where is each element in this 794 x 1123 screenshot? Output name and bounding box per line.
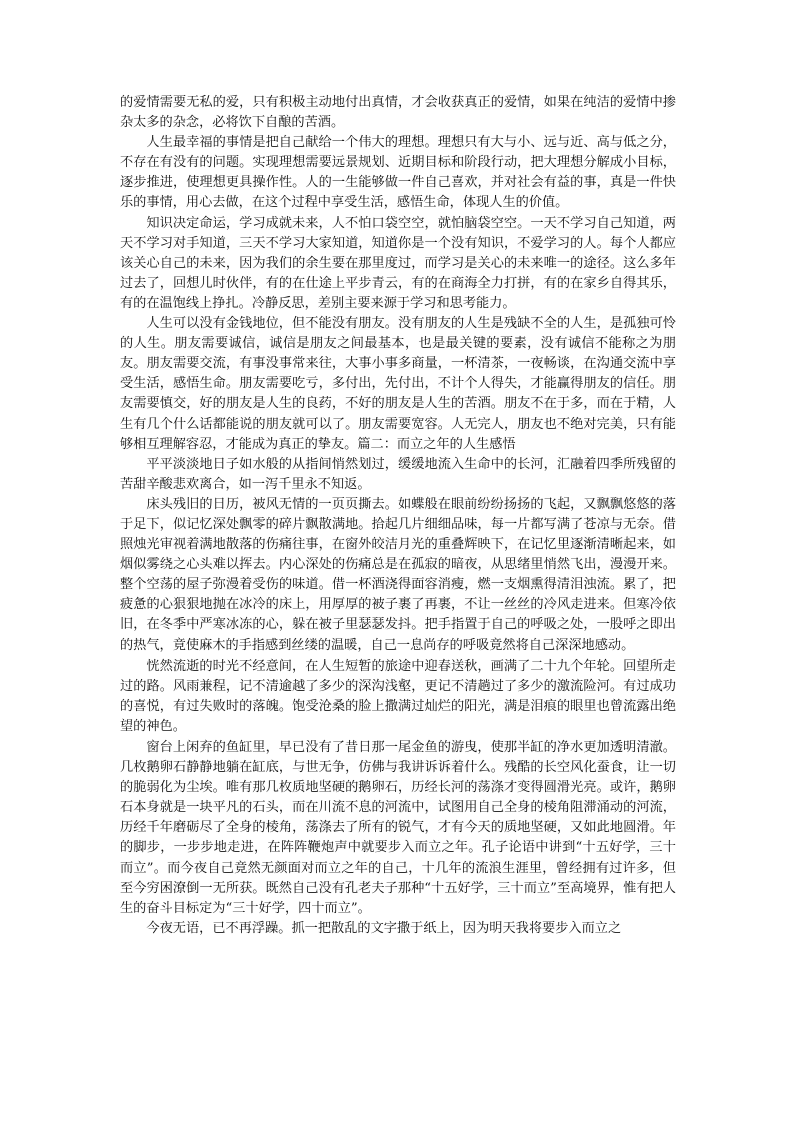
paragraph-calendar: 床头残旧的日历，被风无情的一页页撕去。如蝶般在眼前纷纷扬扬的飞起，又飘飘悠悠的落于足下，似记忆深处飘零的碎片飘散满地。拾起几片细细品味，每一片都写满了苍凉与无奈。借照烛光审视着满地散落的伤痛往事，在窗外皎洁月光的重叠辉映下，在记忆里逐渐清晰起来，如烟似雾绕之心头难以挥去。内心深处的伤痛总是在孤寂的暗夜，从思绪里悄然飞出，漫漫开来。整个空荡的屋子弥漫着受伤的味道。借一杯酒浇得面容消瘦，燃一支烟熏得清泪浊流。累了，把疲惫的心狠狠地抛在冰冷的床上，用厚厚的被子裹了再裹，不让一丝丝的冷风走进来。但寒冷依旧，在冬季中严寒冰冻的心，躲在被子里瑟瑟发抖。把手指置于自己的呼吸之处，一股呼之即出的热气，竟使麻木的手指感到丝缕的温暖，自己一息尚存的呼吸竟然将自己深深地感动。 xyxy=(120,496,676,653)
paragraph-tonight: 今夜无语，已不再浮躁。抓一把散乱的文字撒于纸上，因为明天我将要步入而立之 xyxy=(146,920,622,936)
paragraph-time-passing: 恍然流逝的时光不经意间，在人生短暂的旅途中迎春送秋，画满了二十九个年轮。回望所走过的路。风雨兼程，记不清逾越了多少的深沟浅壑，更记不清趟过了多少的激流险河。有过成功的喜悦，有过失败时的落魄。饱受沧桑的脸上撒满过灿烂的阳光，满是泪痕的眼里也曾流露出绝望的神色。 xyxy=(120,658,676,734)
paragraph-days-flow: 平平淡淡地日子如水般的从指间悄然划过，缓缓地流入生命中的长河，汇融着四季所残留的苦甜辛酸悲欢离合，如一泻千里永不知返。 xyxy=(120,456,676,492)
paragraph-fish-tank: 窗台上闲弃的鱼缸里，早已没有了昔日那一尾金鱼的游曳，使那半缸的净水更加透明清澈。几枚鹅卵石静静地躺在缸底，与世无争，仿佛与我讲诉诉着什么。残酷的长空风化蚕食，让一切的脆弱化为尘埃。唯有那几枚质地坚硬的鹅卵石，历经长河的荡涤才变得圆滑光亮。或许，鹅卵石本身就是一块平凡的石头，而在川流不息的河流中，试图用自己全身的棱角阻滞涌动的河流，历经千年磨砺尽了全身的棱角，荡涤去了所有的锐气，才有今天的质地坚硬，又如此地圆滑。年的脚步，一步步地走进，在阵阵鞭炮声中就要步入而立之年。孔子论语中讲到“十五好学，三十而立”。而今夜自己竟然无颜面对而立之年的自己，十几年的流浪生涯里，曾经拥有过许多，但至今穷困潦倒一无所获。既然自己没有孔老夫子那种“十五好学，三十而立”至高境界，惟有把人生的奋斗目标定为“三十好学，四十而立”。 xyxy=(120,740,676,916)
paragraph-friends: 人生可以没有金钱地位，但不能没有朋友。没有朋友的人生是残缺不全的人生，是孤独可怜的人生。朋友需要诚信，诚信是朋友之间最基本，也是最关键的要素，没有诚信不能称之为朋友。朋友需要交流，有事没事常来往，大事小事多商量，一杯清茶，一夜畅谈，在沟通交流中享受生活，感悟生命。朋友需要吃亏，多付出，先付出，不计个人得失，才能赢得朋友的信任。朋友需要慎交，好的朋友是人生的良药，不好的朋友是人生的苦酒。朋友不在于多，而在于精，人生有几个什么话都能说的朋友就可以了。朋友需要宽容。人无完人，朋友也不绝对完美，只有能够相互理解容忍，才能成为真正的挚友。篇二：而立之年的人生感悟 xyxy=(120,316,676,452)
document-body xyxy=(120,93,676,939)
paragraph-knowledge: 知识决定命运，学习成就未来，人不怕口袋空空，就怕脑袋空空。一天不学习自己知道，两天不学习对手知道，三天不学习大家知道，知道你是一个没有知识，不爱学习的人。每个人都应该关心自己的未来，因为我们的余生要在那里度过，而学习是关心的未来唯一的途径。这么多年过去了，回想儿时伙伴，有的在仕途上平步青云，有的在商海全力打拼，有的在家乡自得其乐，有的在温饱线上挣扎。冷静反思，差别主要来源于学习和思考能力。 xyxy=(120,215,676,311)
paragraph-love-continuation: 的爱情需要无私的爱，只有积极主动地付出真情，才会收获真正的爱情，如果在纯洁的爱情中掺杂太多的杂念，必将饮下自酿的苦酒。 xyxy=(120,95,676,131)
paragraph-ideal: 人生最幸福的事情是把自己献给一个伟大的理想。理想只有大与小、远与近、高与低之分，不存在有没有的问题。实现理想需要远景规划、近期目标和阶段行动，把大理想分解成小目标，逐步推进，使理想更具操作性。人的一生能够做一件自己喜欢，并对社会有益的事，真是一件快乐的事情，用心去做，在这个过程中享受生活，感悟生命，体现人生的价值。 xyxy=(120,135,676,211)
